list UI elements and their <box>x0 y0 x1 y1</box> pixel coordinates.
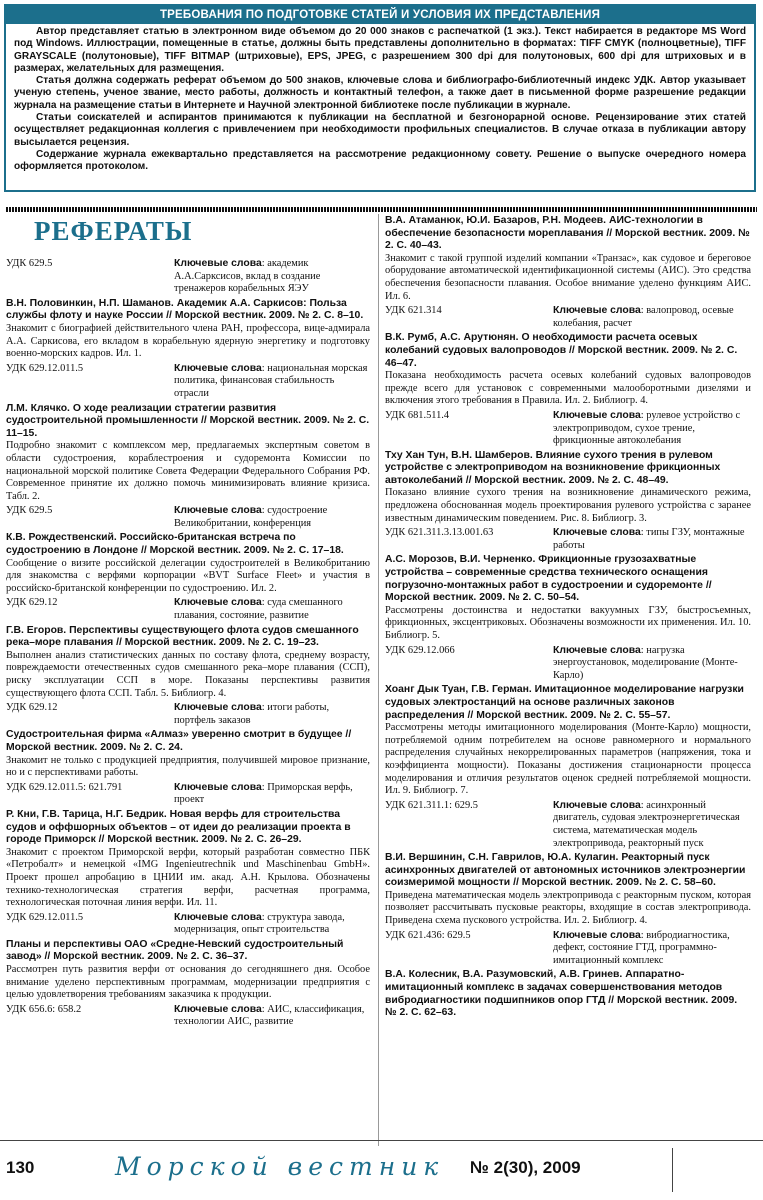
abstract-entry <box>385 969 751 1019</box>
abstract-heading: В.К. Румб, А.С. Арутюнян. О необходимости расчета осевых колебаний судовых валопроводов // Морской вестник. 2009. № 2. С. 46–47. <box>385 332 738 369</box>
udk-row <box>6 505 370 530</box>
keywords-label: Ключевые слова <box>174 911 262 923</box>
abstract-entry <box>385 554 751 642</box>
udk-row <box>6 1004 370 1029</box>
keywords: Ключевые слова: валопровод, осевые колебания, расчет <box>553 305 734 329</box>
keywords-label: Ключевые слова <box>174 258 262 269</box>
keywords-text: нагрузка энергоустановок, моделирование (Монте-Карло) <box>553 644 738 681</box>
abstract-entry <box>385 800 751 850</box>
requirements-box <box>4 4 756 192</box>
requirements-paragraph: Статья должна содержать реферат объемом до 500 знаков, ключевые слова и библиографо-библиотечный индекс УДК. Автор указывает ученую степень, ученое звание, место работы, должность и контактный телефон, а также дает в письменной форме разрешение редакции журнала на размещение статьи в Интернете и Научной электронной библиотеке после публикации в журнале. <box>14 75 746 111</box>
udk-row <box>6 363 370 401</box>
requirements-paragraph: Автор представляет статью в электронном виде объемом до 20 000 знаков с распечаткой (1 экз.). Текст набирается в редакторе MS Word под Windows. Иллюстрации, помещенные в статье, должны быть представлены дополнительно в форматах: TIFF CMYK (полноцветные), TIFF GRAYSCALE (полутоновые), TIFF BITMAP (штриховые), EPS, JPEG, с разрешением 300 dpi для полутоновых, 600 dpi для штриховых и в размерах, желательных для размещения. <box>14 26 746 74</box>
keywords: Ключевые слова: академик А.А.Сарксисов, вклад в создание тренажеров корабельных ЯЭУ <box>174 258 321 295</box>
keywords: Ключевые слова: рулевое устройство с электроприводом, сухое трение, фрикционные автоколебания <box>553 409 741 447</box>
abstract-text: Знакомит с биографией действительного члена РАН, профессора, вице-адмирала А.А. Саркисова, его вкладом в корабельную ядерную энергетику и подготовку военно-морских кадров. Ил. 1. <box>6 322 370 360</box>
abstract-entry <box>385 450 751 526</box>
abstract-heading: Хоанг Дык Туан, Г.В. Герман. Имитационное моделирование нагрузки судовых электростанций на основе различных законов распределения // Морской вестник. 2009. № 2. С. 55–57. <box>385 684 744 721</box>
abstract-entry <box>6 912 370 937</box>
keywords-text: вибродиагностика, дефект, состояние ГТД, программно-имитационный комплекс <box>553 929 730 966</box>
abstract-heading: Г.В. Егоров. Перспективы существующего флота судов смешанного река–море плавания // Морской вестник. 2009. № 2. С. 19–23. <box>6 624 359 649</box>
keywords: Ключевые слова: Приморская верфь, проект <box>174 781 353 806</box>
keywords-label: Ключевые слова <box>553 305 641 317</box>
keywords: Ключевые слова: судостроение Великобритании, конференция <box>174 505 328 529</box>
abstract-entry <box>385 930 751 968</box>
keywords-text: итоги работы, портфель заказов <box>174 702 330 726</box>
udk-row <box>385 410 751 448</box>
keywords: Ключевые слова: суда смешанного плавания, состояние, развитие <box>174 597 343 622</box>
abstract-entry <box>385 527 751 552</box>
abstract-entry <box>6 597 370 622</box>
keywords-label: Ключевые слова <box>174 702 262 714</box>
udk-code: УДК 629.12 <box>6 597 58 609</box>
udk-code: УДК 621.436: 629.5 <box>385 929 471 941</box>
keywords: Ключевые слова: типы ГЗУ, монтажные работы <box>553 527 745 551</box>
keywords: Ключевые слова: структура завода, модернизация, опыт строительства <box>174 911 345 936</box>
keywords-label: Ключевые слова <box>553 799 641 811</box>
abstract-entry <box>6 625 370 701</box>
abstract-entry <box>385 215 751 303</box>
abstract-entry <box>385 645 751 683</box>
keywords-label: Ключевые слова <box>553 644 641 656</box>
udk-code: УДК 629.5 <box>6 505 53 517</box>
keywords-text: судостроение Великобритании, конференция <box>174 505 328 529</box>
keywords-label: Ключевые слова <box>553 409 641 421</box>
issue-number: № 2(30), 2009 <box>470 1158 581 1177</box>
udk-code: УДК 629.12.066 <box>385 644 455 656</box>
left-column <box>6 258 370 1031</box>
keywords-text: академик А.А.Сарксисов, вклад в создание тренажеров корабельных ЯЭУ <box>174 258 321 295</box>
page-footer <box>0 1148 763 1192</box>
udk-row <box>6 258 370 296</box>
abstract-text: Выполнен анализ статистических данных по составу флота, среднему возрасту, повреждаемости отечественных судов смешанного река–море плавания (ССП), риску эксплуатации ССП в море. Показаны перспективы развития существующего флота ССП. Табл. 5. Библиогр. 4. <box>6 649 370 699</box>
abstract-text: Сообщение о визите российской делегации судостроителей в Великобританию для знакомства с верфями корпорации «BVT Surface Fleet» и участия в российско-британской конференции по судостроению. Ил. 2. <box>6 557 370 594</box>
abstract-heading: А.С. Морозов, В.И. Черненко. Фрикционные грузозахватные устройства – современные средства технического оснащения погрузочно-монтажных работ в судостроении и судоремонте // Морской вестник. 2009. № 2. С. 50–54. <box>385 554 712 604</box>
udk-code: УДК 681.511.4 <box>385 409 450 421</box>
keywords-label: Ключевые слова <box>553 929 641 941</box>
keywords-text: суда смешанного плавания, состояние, развитие <box>174 597 343 622</box>
requirements-body <box>6 24 754 174</box>
abstract-heading: Тху Хан Тун, В.Н. Шамберов. Влияние сухого трения в рулевом устройстве с электроприводом на возникновение фрикционных автоколебаний // Морской вестник. 2009. № 2. С. 48–49. <box>385 449 721 486</box>
keywords-label: Ключевые слова <box>174 597 262 609</box>
footer-divider <box>672 1148 673 1192</box>
section-title: РЕФЕРАТЫ <box>34 216 193 246</box>
abstract-entry <box>385 410 751 448</box>
keywords-text: национальная морская политика, финансовая стабильность отрасли <box>174 362 368 399</box>
abstract-entry <box>385 852 751 928</box>
keywords-label: Ключевые слова <box>174 505 262 517</box>
abstract-entry <box>6 1004 370 1029</box>
udk-code: УДК 629.12.011.5: 621.791 <box>6 781 123 793</box>
abstract-text: Приведена математическая модель электропривода с реакторным пуском, которая позволяет рассчитывать пусковые реакторы, входящие в состав электропривода. Приведена схема пускового устройства. Ил. 2. Библиогр. 4. <box>385 889 751 927</box>
abstract-entry <box>6 258 370 296</box>
abstract-entry <box>6 532 370 595</box>
magazine-title: Морской вестник <box>115 1152 445 1181</box>
keywords: Ключевые слова: АИС, классификация, технологии АИС, развитие <box>174 1003 365 1028</box>
udk-row <box>385 645 751 683</box>
abstract-entry <box>6 298 370 361</box>
udk-row <box>385 305 751 330</box>
abstract-entry <box>385 684 751 797</box>
keywords-text: рулевое устройство с электроприводом, сухое трение, фрикционные автоколебания <box>553 409 741 447</box>
keywords-text: типы ГЗУ, монтажные работы <box>553 527 745 551</box>
keywords: Ключевые слова: вибродиагностика, дефект, состояние ГТД, программно-имитационный комплекс <box>553 929 730 966</box>
abstract-heading: Р. Кни, Г.В. Тарица, Н.Г. Бедрик. Новая верфь для строительства судов и оффшорных объектов – от идеи до реализации проекта в городе Приморск // Морской вестник. 2009. № 2. С. 26–29. <box>6 808 351 846</box>
abstract-text: Знакомит с такой группой изделий компании «Транзас», как судовое и береговое оборудование автоматической идентификационной системы (АИС). Это средства обеспечения безопасности плавания. Особое внимание уделено функциям АИС. Ил. 6. <box>385 252 751 302</box>
keywords-text: структура завода, модернизация, опыт строительства <box>174 911 345 936</box>
requirements-paragraph: Статьи соискателей и аспирантов принимаются к публикации на бесплатной и безгонорарной основе. Рецензирование этих статей осуществляет редакционная коллегия с привлечением при необходимости профильных специалистов. В случае отказа в публикации автору высылается рецензия. <box>14 112 746 148</box>
abstract-entry <box>6 403 370 504</box>
keywords: Ключевые слова: нагрузка энергоустановок, моделирование (Монте-Карло) <box>553 644 738 681</box>
abstract-text: Знакомит не только с продукцией предприятия, получившей мировое признание, но и с перспективами работы. <box>6 754 370 779</box>
abstract-entry <box>6 363 370 401</box>
abstract-text: Показано влияние сухого трения на возникновение динамического режима, предложена обоснованная модель проектирования рулевого устройства с заранее известным динамическим поведением. Рис. 8. Библиогр. 3. <box>385 487 751 524</box>
abstract-text: Рассмотрены методы имитационного моделирования (Монте-Карло) мощности, потребляемой одним потребителем на основе равномерного и нормального распределения случайных некоррелированных параметров (напряжения, тока и коэффициента мощности). Показаны достижения стационарности процесса моделирования и отличия результатов оценок средней потребляемой мощности. Ил. 9. Библиогр. 7. <box>385 722 751 797</box>
udk-code: УДК 629.5 <box>6 258 53 269</box>
abstract-entry <box>6 809 370 910</box>
abstract-heading: Судостроительная фирма «Алмаз» уверенно смотрит в будущее // Морской вестник. 2009. № 2. С. 24. <box>6 729 352 753</box>
footer-rule <box>0 1140 763 1141</box>
abstract-entry <box>385 305 751 330</box>
udk-code: УДК 621.314 <box>385 305 442 317</box>
udk-code: УДК 621.311.1: 629.5 <box>385 799 478 811</box>
udk-row <box>385 930 751 968</box>
abstract-entry <box>6 702 370 727</box>
abstract-text: Рассмотрен путь развития верфи от основания до сегодняшнего дня. Особое внимание уделено перспективным программам, модернизации предприятия с целью удовлетворения требованиям заказчика к продукции. <box>6 964 370 1001</box>
column-divider <box>378 214 379 1146</box>
udk-row <box>385 527 751 552</box>
requirements-paragraph: Содержание журнала ежеквартально представляется на рассмотрение редакционному совету. Решение о выпуске очередного номера оформляется протоколом. <box>14 148 746 173</box>
keywords-label: Ключевые слова <box>174 781 262 793</box>
abstract-text: Подробно знакомит с комплексом мер, предлагаемых экспертным советом в области судостроения, кораблестроения и судоремонта Комиссии по национальной морской политике Совета Федерации Федерального Собрания РФ. Современное принятие их должно помочь минимизировать влияние кризиса. Табл. 2. <box>6 440 370 502</box>
udk-row <box>6 782 370 807</box>
udk-code: УДК 629.12 <box>6 702 58 714</box>
keywords-text: АИС, классификация, технологии АИС, развитие <box>174 1003 365 1028</box>
udk-row <box>6 912 370 937</box>
abstract-heading: Планы и перспективы ОАО «Средне-Невский судостроительный завод» // Морской вестник. 2009. № 2. С. 36–37. <box>6 938 344 963</box>
udk-row <box>6 597 370 622</box>
keywords: Ключевые слова: итоги работы, портфель заказов <box>174 702 330 726</box>
abstract-entry <box>6 729 370 779</box>
abstract-entry <box>6 939 370 1002</box>
udk-code: УДК 656.6: 658.2 <box>6 1003 82 1015</box>
keywords: Ключевые слова: национальная морская политика, финансовая стабильность отрасли <box>174 362 368 399</box>
keywords: Ключевые слова: асинхронный двигатель, судовая электроэнергетическая система, математическая модель электропривода, реакторный пуск <box>553 799 740 849</box>
abstract-heading: В.А. Атаманюк, Ю.И. Базаров, Р.Н. Модеев. АИС-технологии в обеспечение безопасности мореплавания // Морской вестник. 2009. № 2. С. 40–43. <box>385 215 750 252</box>
keywords-label: Ключевые слова <box>174 362 262 374</box>
keywords-text: Приморская верфь, проект <box>174 781 353 806</box>
section-separator <box>6 207 757 212</box>
abstract-heading: В.А. Колесник, В.А. Разумовский, А.В. Гринев. Аппаратно-имитационный комплекс в задачах совершенствования методов вибродиагностики подшипников опор ГТД // Морской вестник. 2009. № 2. С. 62–63. <box>385 969 738 1019</box>
abstract-entry <box>6 782 370 807</box>
keywords-text: асинхронный двигатель, судовая электроэнергетическая система, математическая модель электропривода, реакторный пуск <box>553 799 740 849</box>
abstract-heading: Л.М. Клячко. О ходе реализации стратегии развития судостроительной промышленности // Морской вестник. 2009. № 2. С. 11–15. <box>6 402 370 439</box>
page-number: 130 <box>6 1158 35 1177</box>
udk-code: УДК 629.12.011.5 <box>6 911 84 923</box>
requirements-title: ТРЕБОВАНИЯ ПО ПОДГОТОВКЕ СТАТЕЙ И УСЛОВИЯ ИХ ПРЕДСТАВЛЕНИЯ <box>6 6 754 24</box>
udk-row <box>6 702 370 727</box>
abstract-entry <box>385 332 751 408</box>
abstract-entry <box>6 505 370 530</box>
keywords-label: Ключевые слова <box>553 527 641 539</box>
keywords-label: Ключевые слова <box>174 1003 262 1015</box>
udk-code: УДК 621.311.3.13.001.63 <box>385 527 494 539</box>
abstract-text: Рассмотрены достоинства и недостатки вакуумных ГЗУ, быстросъемных, фрикционных, эксцентриковых. Обозначены возможности их применения. Ил. 10. Библиогр. 5. <box>385 604 751 641</box>
abstract-text: Показана необходимость расчета осевых колебаний судовых валопроводов прежде всего для установок с современными малооборотными дизелями и включения этого требования в Правила. Ил. 2. Библиогр. 4. <box>385 370 751 407</box>
abstract-heading: К.В. Рождественский. Российско-британская встреча по судостроению в Лондоне // Морской вестник. 2009. № 2. С. 17–18. <box>6 532 344 557</box>
right-column <box>385 214 751 1022</box>
abstract-heading: В.И. Вершинин, С.Н. Гаврилов, Ю.А. Кулагин. Реакторный пуск асинхронных двигателей от автономных источников электроэнергии соизмеримой мощности // Морской вестник. 2009. № 2. С. 58–60. <box>385 852 746 889</box>
abstract-heading: В.Н. Половинкин, Н.П. Шаманов. Академик А.А. Саркисов: Польза службы флоту и науке России // Морской вестник. 2009. № 2. С. 8–10. <box>6 297 364 322</box>
abstract-text: Знакомит с проектом Приморской верфи, который разработан совместно ПБК «Петробалт» и немецкой «IMG Ingenieutrechnik und Maschinenbau GmbH». Проект прошел апробацию в ЦНИИ им. акад. А.Н. Крылова. Обозначены технико-технологическая стратегия верфи, расчетная программа, технологическая поточная линия верфи. Ил. 11. <box>6 846 370 909</box>
keywords-text: валопровод, осевые колебания, расчет <box>553 305 734 329</box>
udk-row <box>385 800 751 850</box>
udk-code: УДК 629.12.011.5 <box>6 362 84 374</box>
